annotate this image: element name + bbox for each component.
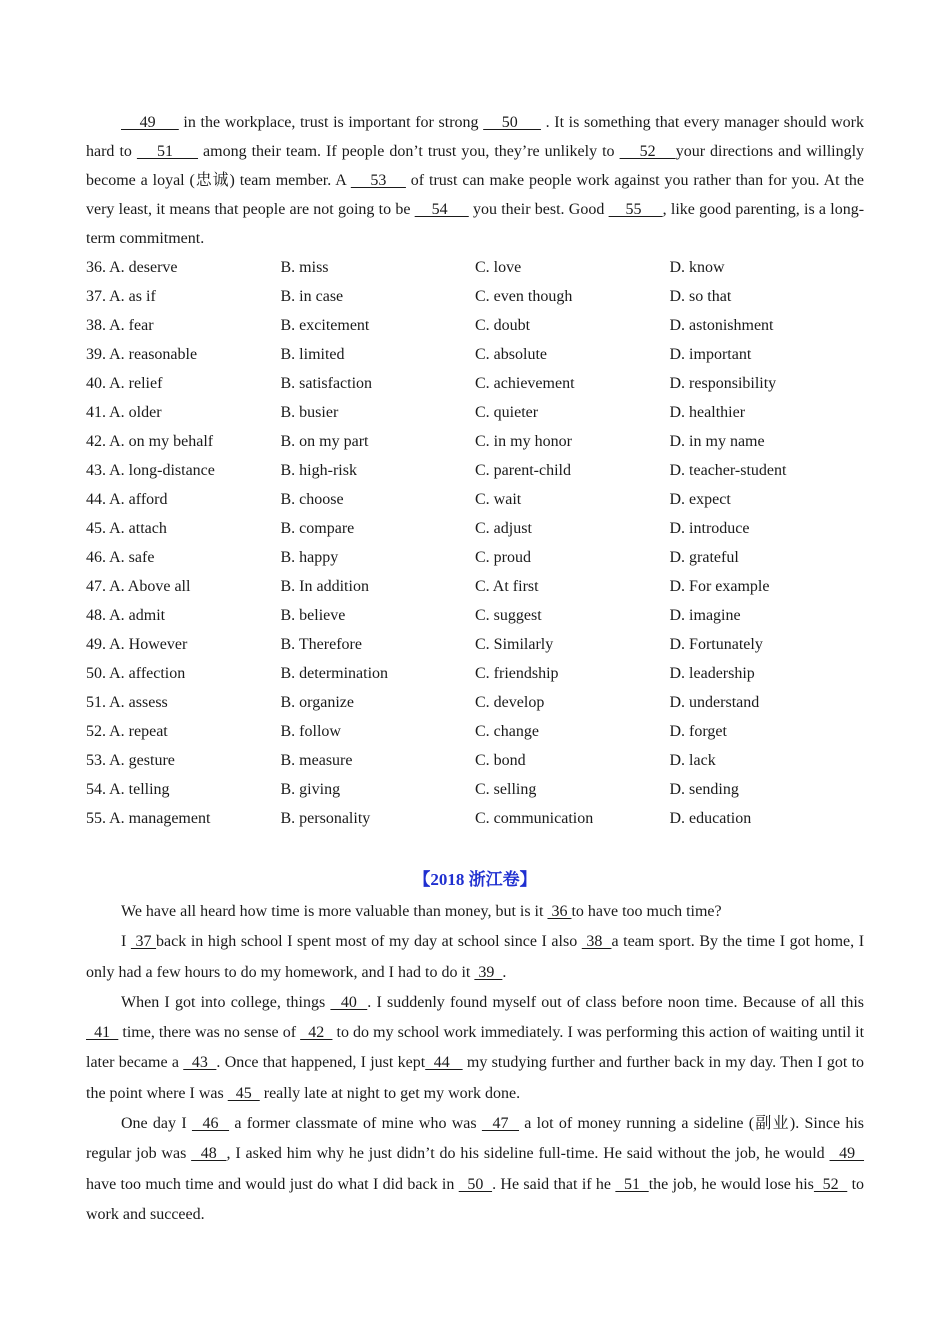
answer-blank: 50 [483, 114, 541, 131]
option-choice: D. responsibility [669, 375, 777, 392]
passage-text: I [121, 933, 131, 951]
passage-2 [86, 897, 864, 1230]
answer-blank: 46 [191, 1115, 230, 1133]
passage-text: . Once that happened, I just kept [216, 1054, 426, 1072]
answer-blank: 36 [547, 903, 572, 920]
option-choice: C. proud [475, 549, 531, 566]
passage-text: your directions and willingly become a loyal (忠诚) team member. A [86, 143, 865, 189]
passage-text: . I suddenly found myself out of class before noon time. Because of all this [367, 993, 865, 1011]
option-choice: C. adjust [475, 520, 532, 537]
passage-text: to have too much time? [571, 903, 722, 920]
option-choice: D. grateful [669, 549, 739, 566]
option-choice: B. In addition [280, 578, 369, 595]
option-row [86, 398, 864, 427]
option-choice: D. healthier [669, 404, 746, 421]
passage-2-paragraph [86, 1109, 864, 1230]
option-choice: D. know [669, 259, 725, 276]
passage-text: really late at night to get my work done. [259, 1084, 521, 1102]
option-choice: D. important [669, 346, 752, 363]
option-choice: C. parent-child [475, 462, 571, 479]
option-choice: D. lack [669, 752, 716, 769]
passage-text: the job, he would lose his [648, 1175, 814, 1193]
option-choice: 53. A. gesture [86, 752, 175, 769]
option-choice: B. choose [280, 491, 344, 508]
option-choice: C. in my honor [475, 433, 572, 450]
answer-blank: 44 [425, 1054, 463, 1072]
option-choice: B. believe [280, 607, 346, 624]
answer-blank: 45 [227, 1084, 260, 1102]
passage-2-paragraph [86, 988, 864, 1109]
option-choice: B. compare [280, 520, 355, 537]
answer-blank: 40 [330, 993, 368, 1011]
option-choice: D. education [669, 810, 752, 827]
passage-text: you their best. Good [468, 201, 609, 218]
option-row [86, 630, 864, 659]
answer-blank: 37 [130, 933, 157, 951]
answer-blank: 42 [300, 1024, 333, 1042]
option-choice: C. Similarly [475, 636, 554, 653]
option-row [86, 485, 864, 514]
passage-text: have too much time and would just do what I did back in [86, 1175, 459, 1193]
option-choice: B. miss [280, 259, 329, 276]
option-row [86, 775, 864, 804]
option-choice: D. Fortunately [669, 636, 763, 653]
option-row [86, 746, 864, 775]
option-choice: 46. A. safe [86, 549, 155, 566]
passage-text: We have all heard how time is more valuable than money, but is it [121, 903, 548, 920]
option-choice: B. satisfaction [280, 375, 373, 392]
document-page [86, 108, 864, 1230]
option-choice: D. forget [669, 723, 727, 740]
option-choice: C. selling [475, 781, 537, 798]
option-choice: D. sending [669, 781, 739, 798]
option-choice: B. excitement [280, 317, 370, 334]
section-title: 【2018 浙江卷】 [413, 870, 537, 889]
option-choice: 47. A. Above all [86, 578, 191, 595]
option-choice: B. personality [280, 810, 371, 827]
option-choice: C. suggest [475, 607, 542, 624]
option-choice: 50. A. affection [86, 665, 186, 682]
option-choice: B. measure [280, 752, 353, 769]
answer-blank: 47 [481, 1115, 520, 1133]
option-choice: C. quieter [475, 404, 539, 421]
passage-text: , I asked him why he just didn’t do his sideline full-time. He said without the job, he would [226, 1145, 830, 1163]
option-choice: C. wait [475, 491, 522, 508]
option-choice: 51. A. assess [86, 694, 168, 711]
option-choice: B. high-risk [280, 462, 357, 479]
answer-blank: 52 [619, 143, 676, 160]
option-choice: 49. A. However [86, 636, 188, 653]
option-choice: B. giving [280, 781, 341, 798]
option-choice: 37. A. as if [86, 288, 156, 305]
answer-blank: 53 [350, 172, 406, 189]
option-choice: 54. A. telling [86, 781, 170, 798]
answer-blank: 54 [414, 201, 469, 218]
option-choice: D. astonishment [669, 317, 774, 334]
option-choice: 44. A. afford [86, 491, 168, 508]
option-row [86, 572, 864, 601]
passage-text: to work and succeed. [86, 1175, 865, 1223]
option-choice: C. achievement [475, 375, 575, 392]
answer-blank: 38 [581, 933, 612, 951]
answer-blank: 52 [813, 1175, 848, 1193]
option-choice: C. even though [475, 288, 573, 305]
option-choice: B. in case [280, 288, 344, 305]
option-choice: B. limited [280, 346, 345, 363]
option-choice: C. communication [475, 810, 594, 827]
option-choice: D. leadership [669, 665, 755, 682]
option-choice: D. For example [669, 578, 770, 595]
answer-blank: 49 [121, 114, 179, 131]
option-row [86, 369, 864, 398]
answer-blank: 51 [136, 143, 199, 160]
passage-text: time, there was no sense of [118, 1024, 301, 1042]
option-row [86, 427, 864, 456]
option-choice: D. so that [669, 288, 732, 305]
option-choice: D. expect [669, 491, 731, 508]
option-row [86, 659, 864, 688]
answer-options [86, 253, 864, 833]
option-choice: 43. A. long-distance [86, 462, 215, 479]
answer-blank: 50 [458, 1175, 493, 1193]
option-choice: 38. A. fear [86, 317, 154, 334]
option-choice: D. teacher-student [669, 462, 787, 479]
answer-blank: 55 [608, 201, 663, 218]
passage-text: One day I [121, 1115, 192, 1133]
passage-text: . It is something that every manager should work hard to [86, 114, 865, 160]
passage-text: of trust can make people work against you rather than for you. At the very least, it means that people are not going to be [86, 172, 864, 218]
passage-text: a lot of money running a sideline (副业). Since his regular job was [86, 1115, 865, 1163]
option-choice: D. imagine [669, 607, 741, 624]
option-choice: 55. A. management [86, 810, 211, 827]
option-choice: B. on my part [280, 433, 369, 450]
option-row [86, 282, 864, 311]
option-row [86, 311, 864, 340]
option-choice: 48. A. admit [86, 607, 166, 624]
passage-text: a former classmate of mine who was [229, 1115, 482, 1133]
option-choice: B. happy [280, 549, 339, 566]
passage-text: When I got into college, things [121, 993, 331, 1011]
option-choice: B. Therefore [280, 636, 362, 653]
option-choice: C. doubt [475, 317, 531, 334]
option-row [86, 253, 864, 282]
option-row [86, 688, 864, 717]
option-choice: B. follow [280, 723, 341, 740]
passage-1-paragraph [86, 108, 864, 253]
answer-blank: 41 [86, 1024, 119, 1042]
option-choice: 42. A. on my behalf [86, 433, 214, 450]
answer-blank: 43 [183, 1054, 217, 1072]
option-row [86, 456, 864, 485]
passage-text: my studying further and further back in my day. Then I got to the point where I was [86, 1054, 865, 1102]
option-choice: C. develop [475, 694, 545, 711]
option-choice: 39. A. reasonable [86, 346, 198, 363]
option-row [86, 804, 864, 833]
option-row [86, 543, 864, 572]
answer-blank: 49 [829, 1145, 865, 1163]
option-choice: D. understand [669, 694, 760, 711]
option-choice: C. bond [475, 752, 526, 769]
option-row [86, 717, 864, 746]
passage-2-paragraph [86, 927, 864, 988]
option-choice: C. love [475, 259, 522, 276]
option-choice: B. determination [280, 665, 389, 682]
passage-2-paragraph [86, 897, 864, 927]
answer-blank: 39 [474, 963, 503, 981]
option-choice: 45. A. attach [86, 520, 167, 537]
option-choice: C. absolute [475, 346, 547, 363]
passage-text: . [502, 963, 507, 981]
passage-text: . He said that if he [492, 1175, 616, 1193]
option-choice: 40. A. relief [86, 375, 163, 392]
passage-text: a team sport. By the time I got home, I only had a few hours to do my homework, and I had to do it [86, 933, 865, 981]
option-choice: B. busier [280, 404, 339, 421]
option-choice: 36. A. deserve [86, 259, 178, 276]
option-choice: D. introduce [669, 520, 750, 537]
option-row [86, 340, 864, 369]
passage-text: to do my school work immediately. I was performing this action of waiting until it later became a [86, 1024, 865, 1072]
option-choice: C. At first [475, 578, 539, 595]
option-choice: C. change [475, 723, 539, 740]
option-choice: 41. A. older [86, 404, 162, 421]
passage-text: among their team. If people don’t trust you, they’re unlikely to [198, 143, 620, 160]
option-choice: D. in my name [669, 433, 765, 450]
answer-blank: 48 [191, 1145, 227, 1163]
option-row [86, 514, 864, 543]
option-choice: B. organize [280, 694, 354, 711]
passage-text: back in high school I spent most of my day at school since I also [156, 933, 582, 951]
passage-text: in the workplace, trust is important for strong [178, 114, 484, 131]
answer-blank: 51 [615, 1175, 649, 1193]
option-row [86, 601, 864, 630]
passage-text: , like good parenting, is a long-term commitment. [86, 201, 865, 247]
option-choice: C. friendship [475, 665, 559, 682]
option-choice: 52. A. repeat [86, 723, 168, 740]
